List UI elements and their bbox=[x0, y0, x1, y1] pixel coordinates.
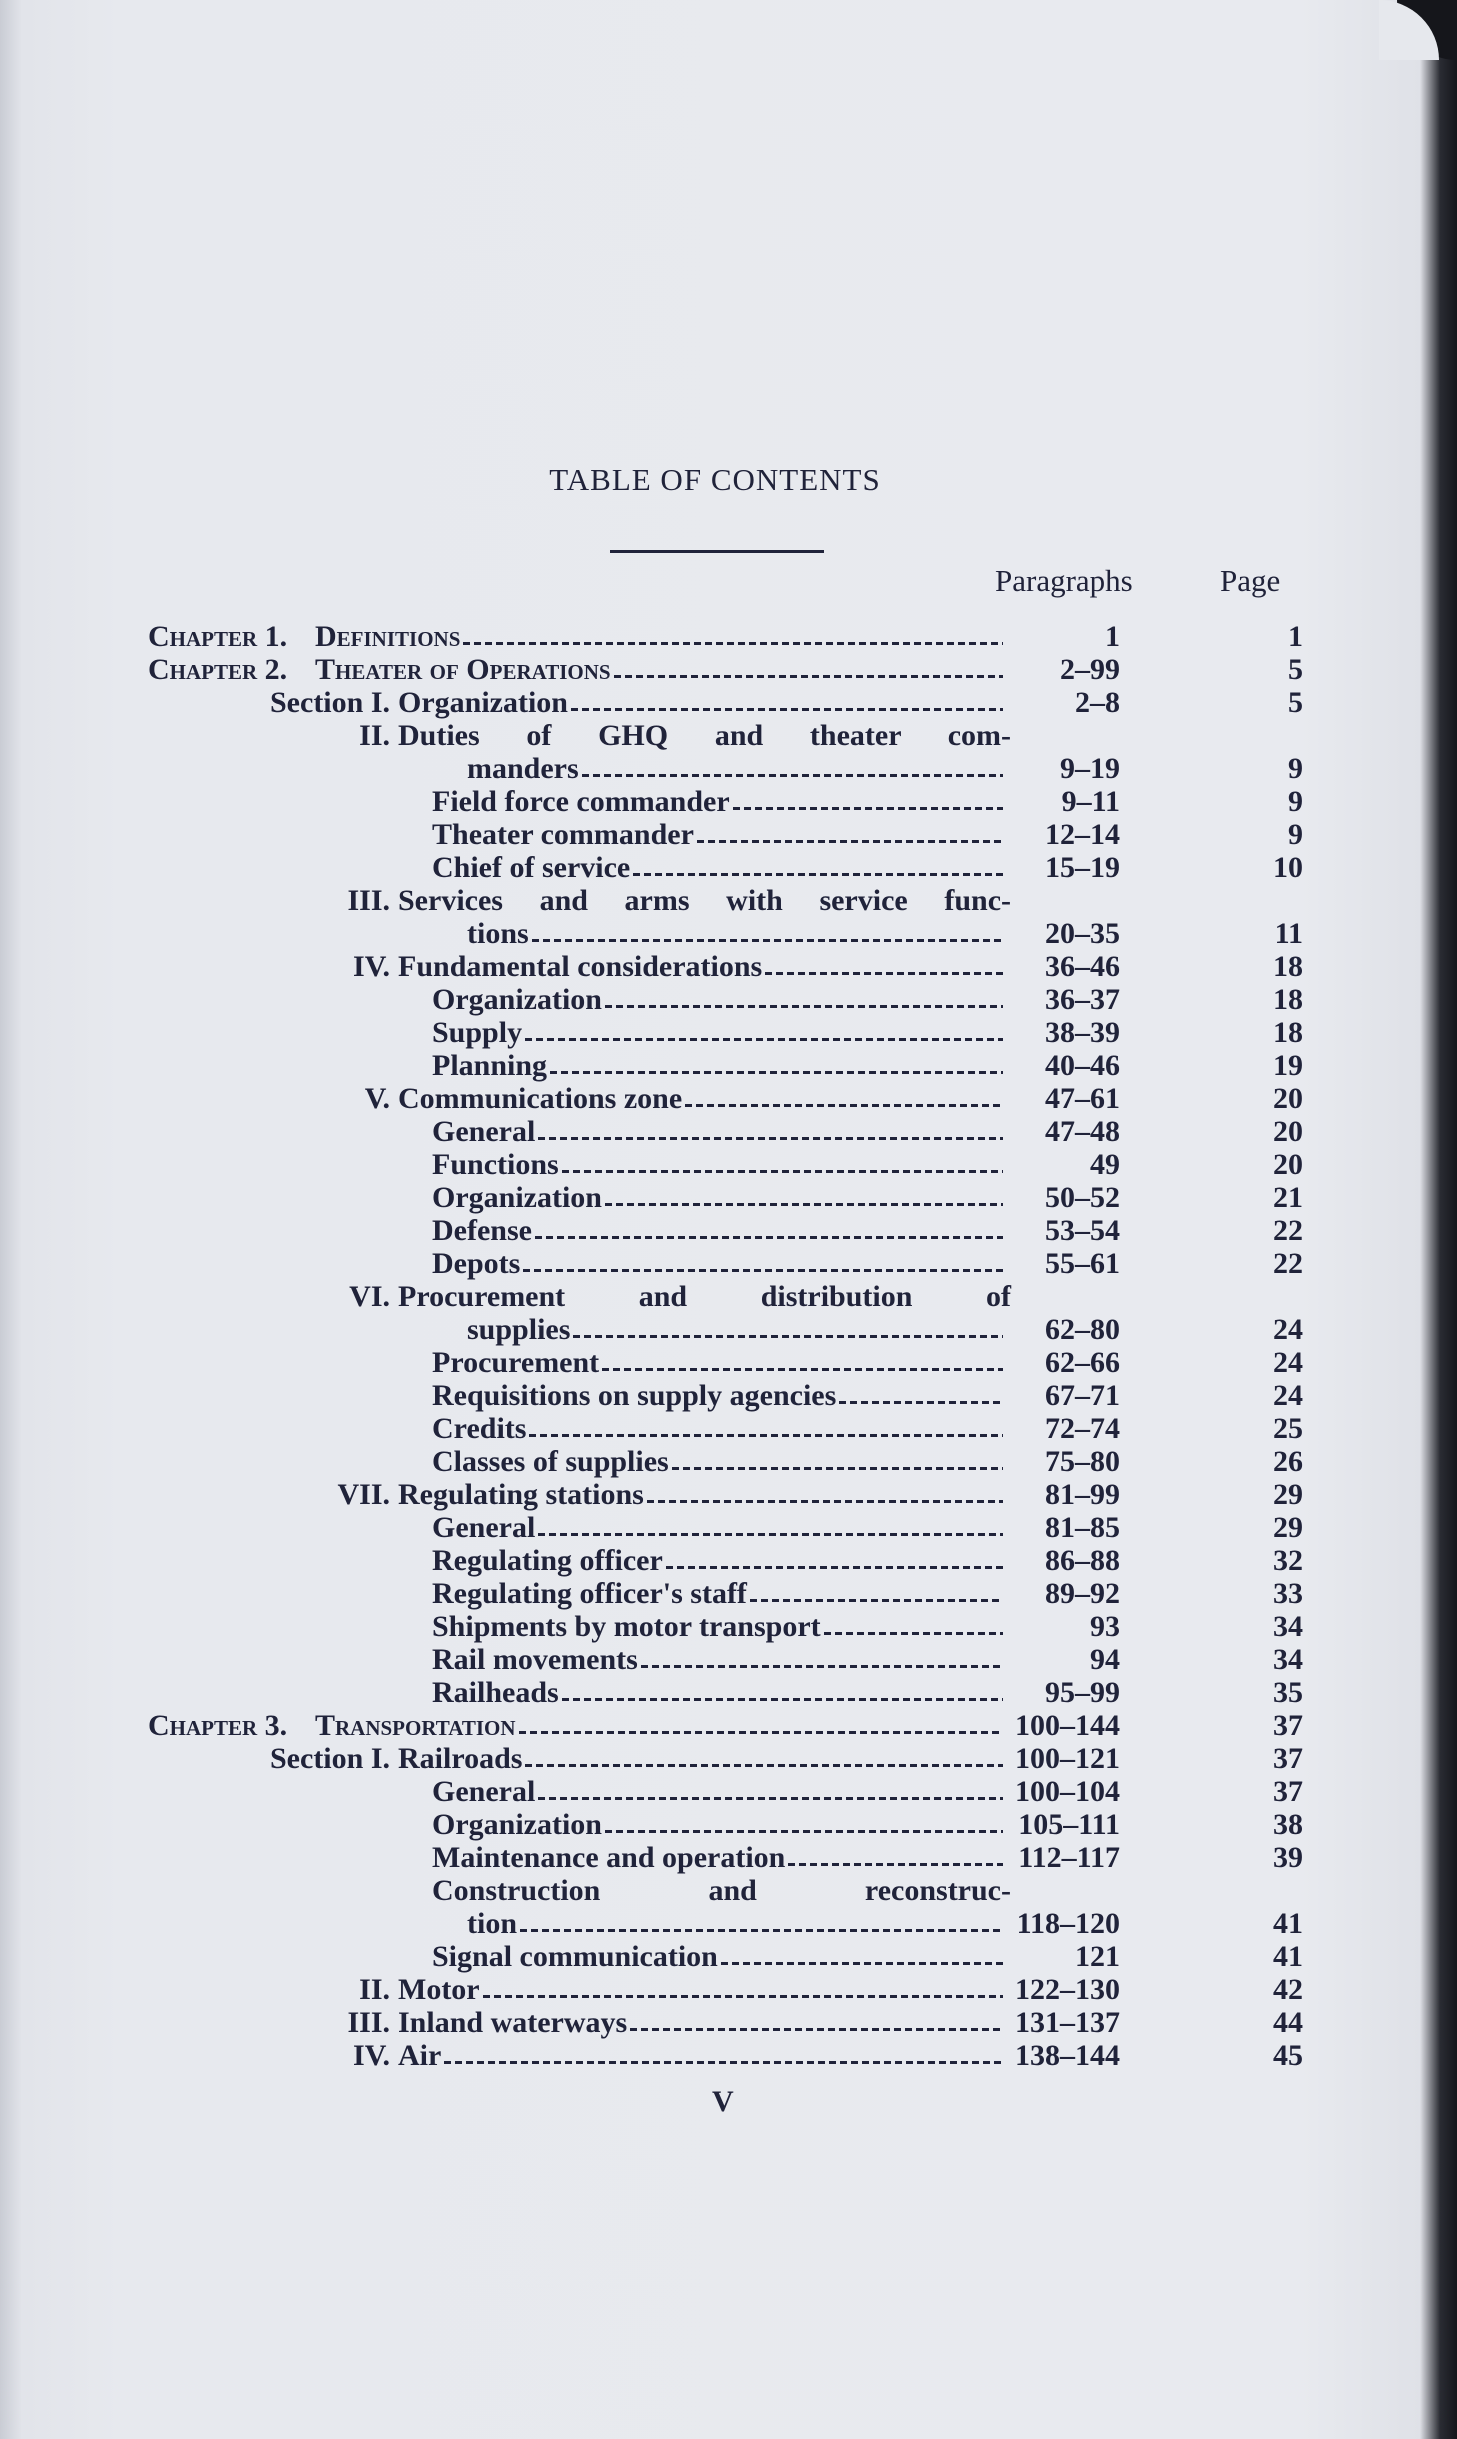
toc-entry bbox=[0, 653, 1457, 686]
entry-title: Regulating stations bbox=[398, 1478, 644, 1511]
page-number: V bbox=[712, 2085, 734, 2118]
page-ref: 20 bbox=[1273, 1148, 1303, 1181]
entry-number: IV. bbox=[353, 950, 390, 983]
entry-title: Rail movements bbox=[432, 1643, 638, 1676]
dot-leader bbox=[483, 1995, 1003, 1998]
entry-title: Organization bbox=[432, 1808, 602, 1841]
page-ref: 37 bbox=[1273, 1775, 1303, 1808]
dot-leader bbox=[633, 873, 1003, 876]
toc-entry bbox=[0, 1940, 1457, 1973]
paragraph-range: 15–19 bbox=[1045, 851, 1120, 884]
page-title: TABLE OF CONTENTS bbox=[549, 462, 881, 497]
page-ref: 38 bbox=[1273, 1808, 1303, 1841]
paragraph-range: 81–99 bbox=[1045, 1478, 1120, 1511]
entry-title: Duties of GHQ and theater com- bbox=[398, 719, 1011, 752]
entry-number: VI. bbox=[349, 1280, 390, 1313]
page-ref: 41 bbox=[1273, 1940, 1303, 1973]
page-ref: 20 bbox=[1273, 1082, 1303, 1115]
paragraph-range: 100–104 bbox=[1015, 1775, 1120, 1808]
entry-number: IV. bbox=[353, 2039, 390, 2072]
page-ref: 41 bbox=[1273, 1907, 1303, 1940]
dot-leader bbox=[824, 1632, 1003, 1635]
page-ref: 18 bbox=[1273, 950, 1303, 983]
paragraph-range: 62–80 bbox=[1045, 1313, 1120, 1346]
toc-entry bbox=[0, 1049, 1457, 1082]
page-ref: 1 bbox=[1288, 620, 1303, 653]
toc-entry bbox=[0, 1643, 1457, 1676]
toc-entry bbox=[0, 1874, 1457, 1907]
paragraph-range: 138–144 bbox=[1015, 2039, 1120, 2072]
paragraph-range: 9–19 bbox=[1060, 752, 1120, 785]
paragraph-range: 20–35 bbox=[1045, 917, 1120, 950]
dot-leader bbox=[605, 1203, 1003, 1206]
paragraph-range: 67–71 bbox=[1045, 1379, 1120, 1412]
toc-entry bbox=[0, 1478, 1457, 1511]
toc-entry bbox=[0, 1115, 1457, 1148]
dot-leader bbox=[520, 1929, 1003, 1932]
toc-entry bbox=[0, 1841, 1457, 1874]
toc-entry bbox=[0, 851, 1457, 884]
page-ref: 32 bbox=[1273, 1544, 1303, 1577]
dot-leader bbox=[672, 1467, 1003, 1470]
page-ref: 10 bbox=[1273, 851, 1303, 884]
toc-entry bbox=[0, 1016, 1457, 1049]
paragraph-range: 100–121 bbox=[1015, 1742, 1120, 1775]
page-ref: 9 bbox=[1288, 818, 1303, 851]
toc-entry bbox=[0, 1082, 1457, 1115]
toc-entry bbox=[0, 1247, 1457, 1280]
paragraph-range: 9–11 bbox=[1061, 785, 1120, 818]
paragraph-range: 53–54 bbox=[1045, 1214, 1120, 1247]
entry-number: Section I. bbox=[270, 686, 390, 719]
toc-entry bbox=[0, 1181, 1457, 1214]
page-ref: 34 bbox=[1273, 1643, 1303, 1676]
paragraph-range: 47–61 bbox=[1045, 1082, 1120, 1115]
paragraph-range: 55–61 bbox=[1045, 1247, 1120, 1280]
entry-title: Definitions bbox=[315, 620, 461, 653]
page-ref: 24 bbox=[1273, 1379, 1303, 1412]
toc-entry bbox=[0, 1544, 1457, 1577]
entry-title: Supply bbox=[432, 1016, 523, 1049]
toc-entry bbox=[0, 1973, 1457, 2006]
toc-entry bbox=[0, 1511, 1457, 1544]
entry-title: Theater of Operations bbox=[315, 653, 611, 686]
page-ref: 29 bbox=[1273, 1478, 1303, 1511]
page-ref: 33 bbox=[1273, 1577, 1303, 1610]
entry-number: Chapter 1. bbox=[148, 620, 288, 653]
dot-leader bbox=[562, 1170, 1003, 1173]
entry-title: Signal communication bbox=[432, 1940, 718, 1973]
paragraph-range: 94 bbox=[1090, 1643, 1120, 1676]
toc-entry bbox=[0, 950, 1457, 983]
entry-title: Planning bbox=[432, 1049, 548, 1082]
entry-title: Shipments by motor transport bbox=[432, 1610, 821, 1643]
toc-entry bbox=[0, 884, 1457, 917]
page-ref: 19 bbox=[1273, 1049, 1303, 1082]
entry-title: Defense bbox=[432, 1214, 532, 1247]
paragraph-range: 86–88 bbox=[1045, 1544, 1120, 1577]
entry-title: Functions bbox=[432, 1148, 559, 1181]
entry-title: Requisitions on supply agencies bbox=[432, 1379, 837, 1412]
paragraph-range: 105–111 bbox=[1018, 1808, 1120, 1841]
dot-leader bbox=[538, 1797, 1003, 1800]
entry-title: General bbox=[432, 1115, 536, 1148]
paragraph-range: 40–46 bbox=[1045, 1049, 1120, 1082]
entry-title: Organization bbox=[432, 983, 602, 1016]
page-ref: 44 bbox=[1273, 2006, 1303, 2039]
paragraphs-column-header: Paragraphs bbox=[995, 563, 1133, 598]
entry-title: tions bbox=[467, 917, 529, 950]
page-ref: 29 bbox=[1273, 1511, 1303, 1544]
toc-entry bbox=[0, 1412, 1457, 1445]
toc-entry bbox=[0, 2039, 1457, 2072]
entry-title: Regulating officer bbox=[432, 1544, 663, 1577]
toc-entry bbox=[0, 1676, 1457, 1709]
dot-leader bbox=[750, 1599, 1003, 1602]
paragraph-range: 95–99 bbox=[1045, 1676, 1120, 1709]
toc-entry bbox=[0, 1808, 1457, 1841]
entry-title: Motor bbox=[398, 1973, 480, 2006]
page-ref: 11 bbox=[1274, 917, 1303, 950]
entry-title: Credits bbox=[432, 1412, 527, 1445]
page-ref: 22 bbox=[1273, 1214, 1303, 1247]
dot-leader bbox=[765, 972, 1003, 975]
page-ref: 25 bbox=[1273, 1412, 1303, 1445]
page-ref: 26 bbox=[1273, 1445, 1303, 1478]
entry-title: supplies bbox=[467, 1313, 571, 1346]
entry-title: Fundamental considerations bbox=[398, 950, 763, 983]
paragraph-range: 131–137 bbox=[1015, 2006, 1120, 2039]
entry-title: Procurement and distribution of bbox=[398, 1280, 1011, 1313]
paragraph-range: 89–92 bbox=[1045, 1577, 1120, 1610]
page-ref: 9 bbox=[1288, 785, 1303, 818]
toc-entry bbox=[0, 1280, 1457, 1313]
dot-leader bbox=[839, 1401, 1003, 1404]
page-ref: 20 bbox=[1273, 1115, 1303, 1148]
dot-leader bbox=[532, 939, 1003, 942]
dot-leader bbox=[550, 1071, 1003, 1074]
dot-leader bbox=[525, 1038, 1003, 1041]
paragraph-range: 122–130 bbox=[1015, 1973, 1120, 2006]
paragraph-range: 112–117 bbox=[1018, 1841, 1120, 1874]
toc-entry bbox=[0, 1148, 1457, 1181]
toc-entry bbox=[0, 686, 1457, 719]
paragraph-range: 1 bbox=[1105, 620, 1120, 653]
toc-entry bbox=[0, 983, 1457, 1016]
toc-entry bbox=[0, 1445, 1457, 1478]
page-ref: 37 bbox=[1273, 1709, 1303, 1742]
toc-entry bbox=[0, 917, 1457, 950]
toc-entry bbox=[0, 1313, 1457, 1346]
page-column-header: Page bbox=[1220, 563, 1281, 598]
page-ref: 24 bbox=[1273, 1346, 1303, 1379]
entry-title: Transportation bbox=[315, 1709, 516, 1742]
page-ref: 35 bbox=[1273, 1676, 1303, 1709]
page-ref: 24 bbox=[1273, 1313, 1303, 1346]
dot-leader bbox=[463, 642, 1003, 645]
paragraph-range: 62–66 bbox=[1045, 1346, 1120, 1379]
entry-number: III. bbox=[347, 884, 390, 917]
dot-leader bbox=[562, 1698, 1003, 1701]
toc-entry bbox=[0, 1709, 1457, 1742]
dot-leader bbox=[721, 1962, 1003, 1965]
paragraph-range: 118–120 bbox=[1016, 1907, 1120, 1940]
dot-leader bbox=[529, 1434, 1003, 1437]
entry-title: Chief of service bbox=[432, 851, 631, 884]
dot-leader bbox=[647, 1500, 1003, 1503]
page-ref: 34 bbox=[1273, 1610, 1303, 1643]
entry-title: General bbox=[432, 1511, 536, 1544]
entry-title: Classes of supplies bbox=[432, 1445, 669, 1478]
dot-leader bbox=[641, 1665, 1003, 1668]
toc-entry bbox=[0, 752, 1457, 785]
entry-number: Section I. bbox=[270, 1742, 390, 1775]
entry-number: V. bbox=[364, 1082, 390, 1115]
paragraph-range: 12–14 bbox=[1045, 818, 1120, 851]
entry-number: Chapter 2. bbox=[148, 653, 288, 686]
table-of-contents bbox=[0, 620, 1457, 2072]
entry-title: Services and arms with service func- bbox=[398, 884, 1011, 917]
dot-leader bbox=[733, 807, 1003, 810]
toc-entry bbox=[0, 1742, 1457, 1775]
toc-entry bbox=[0, 1346, 1457, 1379]
page-ref: 45 bbox=[1273, 2039, 1303, 2072]
paragraph-range: 72–74 bbox=[1045, 1412, 1120, 1445]
toc-entry bbox=[0, 1214, 1457, 1247]
entry-title: Inland waterways bbox=[398, 2006, 628, 2039]
entry-title: General bbox=[432, 1775, 536, 1808]
dot-leader bbox=[573, 1335, 1003, 1338]
page-ref: 5 bbox=[1288, 653, 1303, 686]
toc-entry bbox=[0, 2006, 1457, 2039]
toc-entry bbox=[0, 719, 1457, 752]
dot-leader bbox=[666, 1566, 1003, 1569]
entry-title: manders bbox=[467, 752, 579, 785]
toc-entry bbox=[0, 1907, 1457, 1940]
entry-number: II. bbox=[359, 719, 390, 752]
paragraph-range: 93 bbox=[1090, 1610, 1120, 1643]
entry-title: Field force commander bbox=[432, 785, 730, 818]
page-ref: 18 bbox=[1273, 983, 1303, 1016]
entry-number: III. bbox=[347, 2006, 390, 2039]
entry-title: Theater commander bbox=[432, 818, 694, 851]
title-rule bbox=[610, 550, 824, 553]
paragraph-range: 50–52 bbox=[1045, 1181, 1120, 1214]
entry-title: Organization bbox=[398, 686, 568, 719]
paragraph-range: 38–39 bbox=[1045, 1016, 1120, 1049]
entry-title: Communications zone bbox=[398, 1082, 683, 1115]
entry-title: Air bbox=[398, 2039, 442, 2072]
dot-leader bbox=[538, 1137, 1003, 1140]
dot-leader bbox=[697, 840, 1003, 843]
dot-leader bbox=[788, 1863, 1003, 1866]
paragraph-range: 75–80 bbox=[1045, 1445, 1120, 1478]
page-ref: 37 bbox=[1273, 1742, 1303, 1775]
dot-leader bbox=[605, 1005, 1003, 1008]
toc-entry bbox=[0, 1577, 1457, 1610]
paragraph-range: 2–8 bbox=[1075, 686, 1120, 719]
dot-leader bbox=[582, 774, 1003, 777]
paragraph-range: 36–46 bbox=[1045, 950, 1120, 983]
paragraph-range: 81–85 bbox=[1045, 1511, 1120, 1544]
dot-leader bbox=[602, 1368, 1003, 1371]
toc-entry bbox=[0, 818, 1457, 851]
toc-entry bbox=[0, 1610, 1457, 1643]
dot-leader bbox=[525, 1764, 1003, 1767]
paragraph-range: 100–144 bbox=[1015, 1709, 1120, 1742]
page-ref: 42 bbox=[1273, 1973, 1303, 2006]
entry-title: Construction and reconstruc- bbox=[432, 1874, 1011, 1907]
dot-leader bbox=[605, 1830, 1003, 1833]
toc-entry bbox=[0, 620, 1457, 653]
entry-title: Depots bbox=[432, 1247, 521, 1280]
dot-leader bbox=[519, 1731, 1003, 1734]
entry-number: VII. bbox=[337, 1478, 390, 1511]
entry-title: Organization bbox=[432, 1181, 602, 1214]
paragraph-range: 121 bbox=[1075, 1940, 1120, 1973]
entry-title: Railroads bbox=[398, 1742, 523, 1775]
paragraph-range: 2–99 bbox=[1060, 653, 1120, 686]
dot-leader bbox=[614, 675, 1003, 678]
paragraph-range: 49 bbox=[1090, 1148, 1120, 1181]
dot-leader bbox=[444, 2061, 1003, 2064]
entry-title: Regulating officer's staff bbox=[432, 1577, 747, 1610]
paragraph-range: 47–48 bbox=[1045, 1115, 1120, 1148]
entry-title: tion bbox=[467, 1907, 518, 1940]
page-ref: 18 bbox=[1273, 1016, 1303, 1049]
dot-leader bbox=[571, 708, 1003, 711]
dot-leader bbox=[535, 1236, 1003, 1239]
dot-leader bbox=[538, 1533, 1003, 1536]
page-ref: 5 bbox=[1288, 686, 1303, 719]
page-ref: 21 bbox=[1273, 1181, 1303, 1214]
page-ref: 22 bbox=[1273, 1247, 1303, 1280]
toc-entry bbox=[0, 785, 1457, 818]
entry-number: II. bbox=[359, 1973, 390, 2006]
dot-leader bbox=[523, 1269, 1003, 1272]
entry-number: Chapter 3. bbox=[148, 1709, 288, 1742]
entry-title: Railheads bbox=[432, 1676, 559, 1709]
paragraph-range: 36–37 bbox=[1045, 983, 1120, 1016]
entry-title: Procurement bbox=[432, 1346, 600, 1379]
toc-entry bbox=[0, 1379, 1457, 1412]
page-ref: 9 bbox=[1288, 752, 1303, 785]
entry-title: Maintenance and operation bbox=[432, 1841, 786, 1874]
dot-leader bbox=[630, 2028, 1003, 2031]
toc-entry bbox=[0, 1775, 1457, 1808]
dot-leader bbox=[685, 1104, 1003, 1107]
page-ref: 39 bbox=[1273, 1841, 1303, 1874]
